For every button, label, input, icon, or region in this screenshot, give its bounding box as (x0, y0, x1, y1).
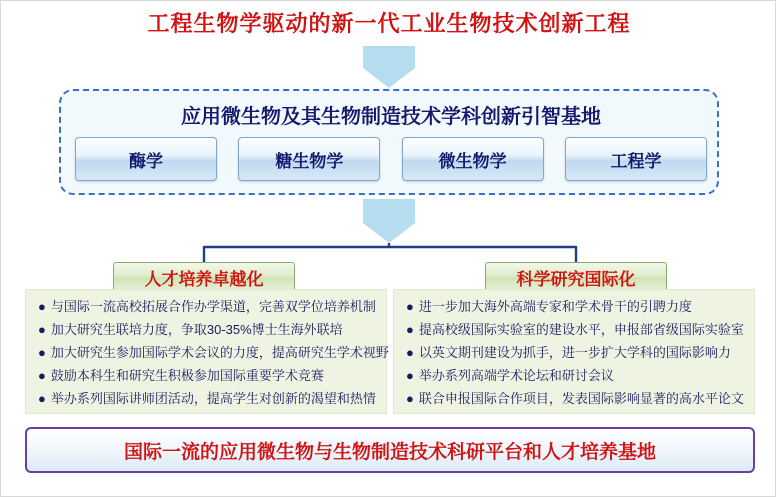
list-item-text: 鼓励本科生和研究生积极参加国际重要学术竞赛 (50, 368, 324, 383)
list-item (406, 391, 744, 406)
column-header-talent: 人才培养卓越化 (113, 262, 295, 292)
subject-box-enzymology[interactable]: 酶学 (75, 137, 217, 181)
list-item-text: 与国际一流高校拓展合作办学渠道，完善双学位培养机制 (50, 299, 376, 314)
page-title: 工程生物学驱动的新一代工业生物技术创新工程 (147, 11, 631, 36)
list-item-text: 加大研究生参加国际学术会议的力度，提高研究生学术视野 (50, 345, 389, 360)
bullet-icon: ● (38, 391, 46, 406)
subject-box-glycobiology[interactable]: 糖生物学 (238, 137, 380, 181)
bullet-icon: ● (38, 368, 46, 383)
bullet-icon: ● (406, 322, 414, 337)
list-item (38, 299, 376, 314)
list-item-text: 举办系列高端学术论坛和研讨会议 (418, 368, 614, 383)
arrow-shaft (363, 46, 415, 68)
arrow-shaft (363, 199, 415, 223)
subject-box-microbiology[interactable]: 微生物学 (402, 137, 544, 181)
arrow-head (363, 223, 415, 243)
bullet-icon: ● (38, 299, 46, 314)
list-item (406, 322, 744, 337)
list-item (38, 322, 376, 337)
column-header-research: 科学研究国际化 (485, 262, 667, 292)
innovation-base-panel (59, 89, 719, 195)
list-item-text: 加大研究生联培力度，争取30-35%博士生海外联培 (50, 322, 343, 337)
list-item-text: 以英文期刊建设为抓手，进一步扩大学科的国际影响力 (418, 345, 731, 360)
list-item (406, 345, 744, 360)
bullet-icon: ● (406, 299, 414, 314)
list-item (406, 368, 744, 383)
list-item (38, 368, 376, 383)
bullet-icon: ● (38, 322, 46, 337)
bullet-icon: ● (406, 368, 414, 383)
list-item-text: 举办系列国际讲师团活动，提高学生对创新的渴望和热情 (50, 391, 376, 406)
list-item (38, 345, 389, 360)
bullet-icon: ● (38, 345, 46, 360)
bullet-icon: ● (406, 391, 414, 406)
content-panel-research (393, 289, 755, 414)
footer-goal-box (25, 427, 755, 473)
list-item-text: 提高校级国际实验室的建设水平，申报部省级国际实验室 (418, 322, 744, 337)
panel-heading: 应用微生物及其生物制造技术学科创新引智基地 (181, 106, 601, 128)
list-item (38, 391, 376, 406)
list-item (406, 299, 744, 314)
footer-goal-text: 国际一流的应用微生物与生物制造技术科研平台和人才培养基地 (123, 441, 656, 463)
subject-box-engineering[interactable]: 工程学 (565, 137, 707, 181)
arrow-head (363, 68, 415, 88)
list-item-text: 进一步加大海外高端专家和学术骨干的引聘力度 (418, 299, 692, 314)
bullet-icon: ● (406, 345, 414, 360)
list-item-text: 联合申报国际合作项目，发表国际影响显著的高水平论文 (418, 391, 744, 406)
subject-row (75, 137, 707, 181)
content-panel-talent (25, 289, 387, 414)
